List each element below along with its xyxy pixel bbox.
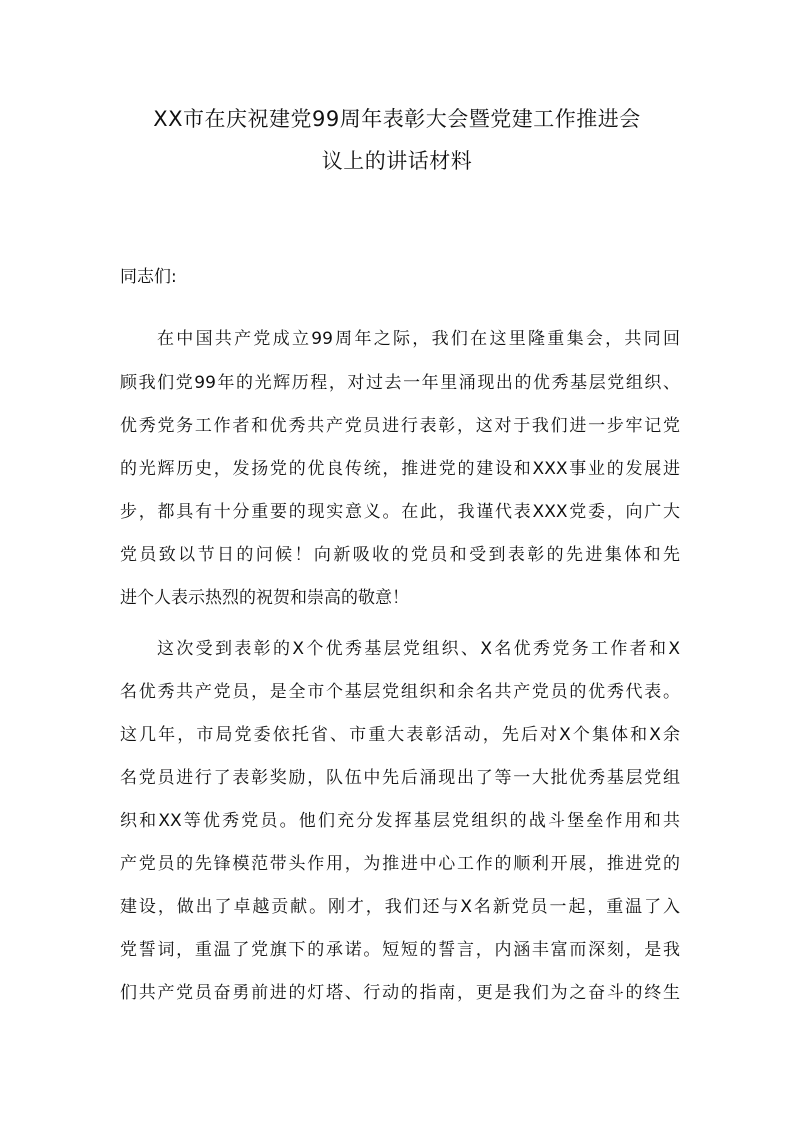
paragraph-2-line: 名党员进行了表彰奖励，队伍中先后涌现出了等一大批优秀基层党组 bbox=[120, 768, 680, 788]
document-title-line-1: XX市在庆祝建党99周年表彰大会暨党建工作推进会 bbox=[153, 107, 641, 131]
paragraph-1-line: 的光辉历史，发扬党的优良传统，推进党的建设和XXX事业的发展进 bbox=[120, 459, 680, 479]
paragraph-1-line: 在中国共产党成立99周年之际，我们在这里隆重集会，共同回 bbox=[157, 329, 680, 349]
paragraph-1-line: 进个人表示热烈的祝贺和崇高的敬意！ bbox=[120, 588, 409, 608]
paragraph-2-line: 织和XX等优秀党员。他们充分发挥基层党组织的战斗堡垒作用和共 bbox=[120, 811, 680, 831]
paragraph-1-line: 步，都具有十分重要的现实意义。在此，我谨代表XXX党委，向广大 bbox=[120, 502, 680, 522]
paragraph-2-line: 这次受到表彰的X个优秀基层党组织、X名优秀党务工作者和X bbox=[157, 639, 680, 659]
paragraph-1-line: 顾我们党99年的光辉历程，对过去一年里涌现出的优秀基层党组织、 bbox=[120, 373, 680, 393]
paragraph-2-line: 产党员的先锋模范带头作用，为推进中心工作的顺利开展，推进党的 bbox=[120, 854, 680, 874]
paragraph-2-line: 这几年，市局党委依托省、市重大表彰活动，先后对X个集体和X余 bbox=[120, 725, 680, 745]
paragraph-1-line: 优秀党务工作者和优秀共产党员进行表彰，这对于我们进一步牢记党 bbox=[120, 416, 680, 436]
paragraph-1-line: 党员致以节日的问候！向新吸收的党员和受到表彰的先进集体和先 bbox=[120, 545, 680, 565]
greeting: 同志们: bbox=[120, 267, 177, 287]
paragraph-2-line: 们共产党员奋勇前进的灯塔、行动的指南，更是我们为之奋斗的终生 bbox=[120, 983, 680, 1003]
paragraph-2-line: 建设，做出了卓越贡献。刚才，我们还与X名新党员一起，重温了入 bbox=[120, 897, 680, 917]
paragraph-2-line: 名优秀共产党员，是全市个基层党组织和余名共产党员的优秀代表。 bbox=[120, 682, 680, 702]
document-title-line-2: 议上的讲话材料 bbox=[321, 149, 473, 173]
paragraph-2-line: 党誓词，重温了党旗下的承诺。短短的誓言，内涵丰富而深刻，是我 bbox=[120, 940, 680, 960]
